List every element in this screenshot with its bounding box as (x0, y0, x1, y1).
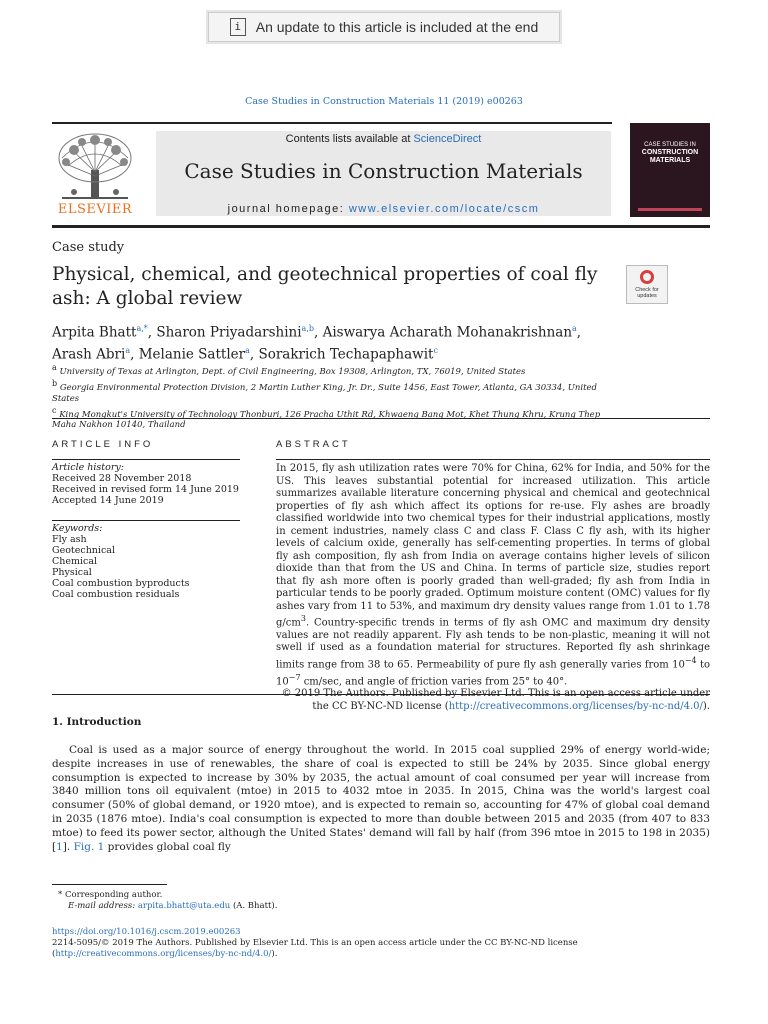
publisher-name: ELSEVIER (57, 202, 133, 217)
accepted-date: Accepted 14 June 2019 (52, 495, 164, 506)
received-date: Received 28 November 2018 (52, 473, 192, 484)
author-affil-sup[interactable]: a (572, 324, 577, 333)
affiliation-b (52, 378, 612, 405)
divider (52, 418, 710, 419)
crossmark-icon (640, 270, 654, 284)
article-history (52, 462, 239, 506)
affiliation-key: c (52, 405, 57, 415)
intro-text: Coal is used as a major source of energy throughout the world. In 2015 coal supplied 29% of energy world-wide; despite increases in use of renewables, the share of coal is expected to still be 24% by 2035. Since global energy consumption is expected to increase by 30% by 2035, the actual amount of coal consumed per year will increase from 3840 million tons oil equivalent (mtoe) in 2015 to 4032 mtoe in 2035. In 2015, China was the world's largest coal consumer (50% of global demand, or 1920 mtoe), and is expected to remain so, accounting for 47% of global coal demand in 2035 (1876 mtoe). India's coal consumption is expected to more than double between 2015 and 2035 (from 407 to 833 mtoe) to feed its power sector, although the United States' demand will fall by half (from 396 mtoe in 2015 to 198 in 2035) [ (52, 744, 710, 853)
keyword: Coal combustion residuals (52, 589, 180, 600)
abstract-sup: −7 (288, 672, 301, 682)
author-name[interactable]: Arpita Bhatt (52, 324, 137, 341)
author-name[interactable]: Arash Abri (52, 346, 126, 362)
affiliation-key: a (52, 363, 57, 372)
corresponding-note (52, 890, 710, 901)
elsevier-logo (52, 128, 138, 218)
contents-prefix: Contents lists available at (285, 133, 414, 145)
footer-end: ). (271, 949, 278, 959)
affiliation-key: b (52, 378, 58, 388)
divider (52, 459, 240, 460)
footnote-rule (52, 884, 167, 885)
journal-cover[interactable] (630, 123, 710, 217)
license-line (52, 938, 710, 960)
author-affil-sup[interactable]: c (433, 345, 438, 355)
crossmark-label: Check for updates (635, 287, 659, 299)
intro-text: provides global coal fly (104, 840, 231, 853)
contents-line (156, 133, 611, 145)
keyword: Geotechnical (52, 545, 115, 556)
author-affil-sup[interactable]: a (125, 345, 131, 355)
homepage-label: journal homepage: (227, 203, 349, 215)
article-type: Case study (52, 240, 125, 255)
journal-reference[interactable]: Case Studies in Construction Materials 11 (2019) e00263 (245, 96, 523, 107)
author-affil-sup[interactable]: a,b (301, 324, 314, 333)
divider (52, 694, 710, 695)
abstract-heading: ABSTRACT (276, 439, 351, 450)
update-banner-text: An update to this article is included at the end (255, 19, 539, 35)
journal-homepage (156, 203, 611, 215)
header-top-rule (52, 122, 612, 124)
homepage-link[interactable]: www.elsevier.com/locate/cscm (348, 203, 540, 215)
keyword: Coal combustion byproducts (52, 578, 190, 589)
affiliation-text: King Mongkut's University of Technology Thonburi, 126 Pracha Uthit Rd, Khwaeng Bang Mot, Khet Thung Khru, Krung Thep Maha Nakhon 10140, Thailand (52, 409, 601, 431)
reference-link[interactable]: 1 (56, 840, 63, 853)
email-label: E-mail address: (68, 901, 138, 911)
abstract-copyright (276, 688, 710, 713)
cover-strip (638, 208, 702, 211)
abstract-text: cm/sec, and angle of friction varies from 25° to 40°. (300, 675, 568, 687)
author-name[interactable]: Melanie Sattler (138, 346, 246, 362)
abstract-sup: 3 (300, 614, 306, 623)
crossmark-button[interactable] (626, 265, 668, 304)
copyright-text: © 2019 The Authors. Published by Elsevier Ltd. This is an open access article under the CC BY-NC-ND license ( (281, 688, 710, 712)
divider (52, 520, 240, 521)
header-bottom-rule (52, 225, 710, 228)
copyright-text: ). (702, 700, 710, 712)
figure-link[interactable]: Fig. 1 (73, 840, 105, 853)
history-label: Article history: (52, 462, 124, 473)
abstract-paragraph (276, 463, 710, 688)
corresponding-text: Corresponding author. (64, 890, 163, 900)
license-link[interactable]: http://creativecommons.org/licenses/by-nc-nd/4.0/ (448, 700, 703, 712)
author-name[interactable]: Sharon Priyadarshini (156, 324, 302, 341)
journal-title: Case Studies in Construction Materials (184, 159, 583, 183)
article-info-heading: ARTICLE INFO (52, 439, 154, 450)
footer-license-link[interactable]: http://creativecommons.org/licenses/by-nc-nd/4.0/ (55, 949, 272, 959)
author-list: Arpita Bhatt$^{a,*}$, Sharon Priyadarshini$^{a,b}$, Aiswarya Acharath Mohanakrishnan$^a$, Arash Abri$^a$, Melanie Sattler$^a$, Sorakrich Techapaphawit$^c$ (52, 324, 582, 362)
keywords-label: Keywords: (52, 523, 103, 534)
cover-line-3: MATERIALS (649, 157, 691, 164)
abstract-text: . Country-specific trends in terms of fly ash OMC and maximum dry density values are not readily apparent. Fly ash tends to be non-plastic, meaning it will not swell if used as a foundation material for structures. Reported fly ash shrinkage limits range from 38 to 65. Permeability of pure fly ash generally varies from 10 (276, 617, 710, 671)
footnote (52, 890, 710, 912)
keywords (52, 523, 190, 600)
journal-header (156, 131, 611, 216)
author-affil-sup[interactable]: a,* (136, 324, 148, 333)
author-name[interactable]: Aiswarya Acharath Mohanakrishnan (322, 324, 573, 341)
keyword: Fly ash (52, 534, 87, 545)
section-heading: 1. Introduction (52, 716, 142, 728)
issn-text: 2214-5095/© 2019 The Authors. Published by Elsevier Ltd. This is an open access article under the CC BY-NC-ND license ( (52, 938, 578, 959)
abstract-sup: −4 (684, 655, 697, 665)
intro-paragraph (52, 744, 710, 854)
email-note (52, 901, 710, 912)
sciencedirect-link[interactable]: ScienceDirect (413, 133, 482, 145)
author-affil-sup[interactable]: a (245, 345, 250, 355)
update-banner[interactable] (208, 12, 560, 42)
intro-text: ]. (62, 840, 74, 853)
author-name[interactable]: Sorakrich Techapaphawit (258, 346, 434, 362)
abstract-text: In 2015, fly ash utilization rates were 70% for China, 62% for India, and 50% for the US. This leaves substantial potential for increased utilization. This article summarizes available literature concerning physical and chemical and geotechnical properties of fly ash which affect its options for re-use. Fly ashes are broadly classified worldwide into two chemical types for their industrial applications, mostly in cement industries, namely class C and class F. Class C fly ash, with its higher levels of calcium oxide, generally has self-cementing properties. In terms of global fly ash composition, fly ash from India on average contains higher levels of silicon dioxide than that from the US and China. In terms of particle size, studies report that fly ash more often is poorly graded than well-graded; fly ash from India in particular tends to be poorly graded. Optimum moisture content (OMC) values for fly ashes vary from 11 to 53%, and maximum dry density values range from 1.01 to 1.78 g/cm (276, 463, 710, 629)
affiliations (52, 362, 612, 431)
footer (52, 927, 710, 960)
divider (276, 459, 710, 460)
affiliation-text: University of Texas at Arlington, Dept. of Civil Engineering, Box 19308, Arlington, TX, 76019, United States (59, 366, 526, 377)
cover-title (634, 141, 706, 165)
email-link[interactable]: arpita.bhatt@uta.edu (137, 901, 231, 911)
cover-line-1: CASE STUDIES IN (644, 142, 696, 148)
revised-date: Received in revised form 14 June 2019 (52, 484, 239, 495)
keyword: Chemical (52, 556, 98, 567)
cover-line-2: CONSTRUCTION (641, 149, 699, 156)
info-icon: i (230, 18, 246, 36)
abstract-text: to 10 (276, 659, 711, 687)
abstract-body (276, 463, 710, 713)
email-suffix: (A. Bhatt). (230, 901, 278, 911)
affiliation-text: Georgia Environmental Protection Division, 2 Martin Luther King, Jr. Dr., Suite 1456, East Tower, Atlanta, GA 30334, United States (52, 382, 597, 404)
affiliation-a (52, 362, 612, 378)
keyword: Physical (52, 567, 92, 578)
doi-link[interactable]: https://doi.org/10.1016/j.cscm.2019.e00263 (52, 927, 241, 937)
article-title: Physical, chemical, and geotechnical properties of coal fly ash: A global review (52, 264, 598, 309)
footnote-star: * (58, 890, 63, 900)
